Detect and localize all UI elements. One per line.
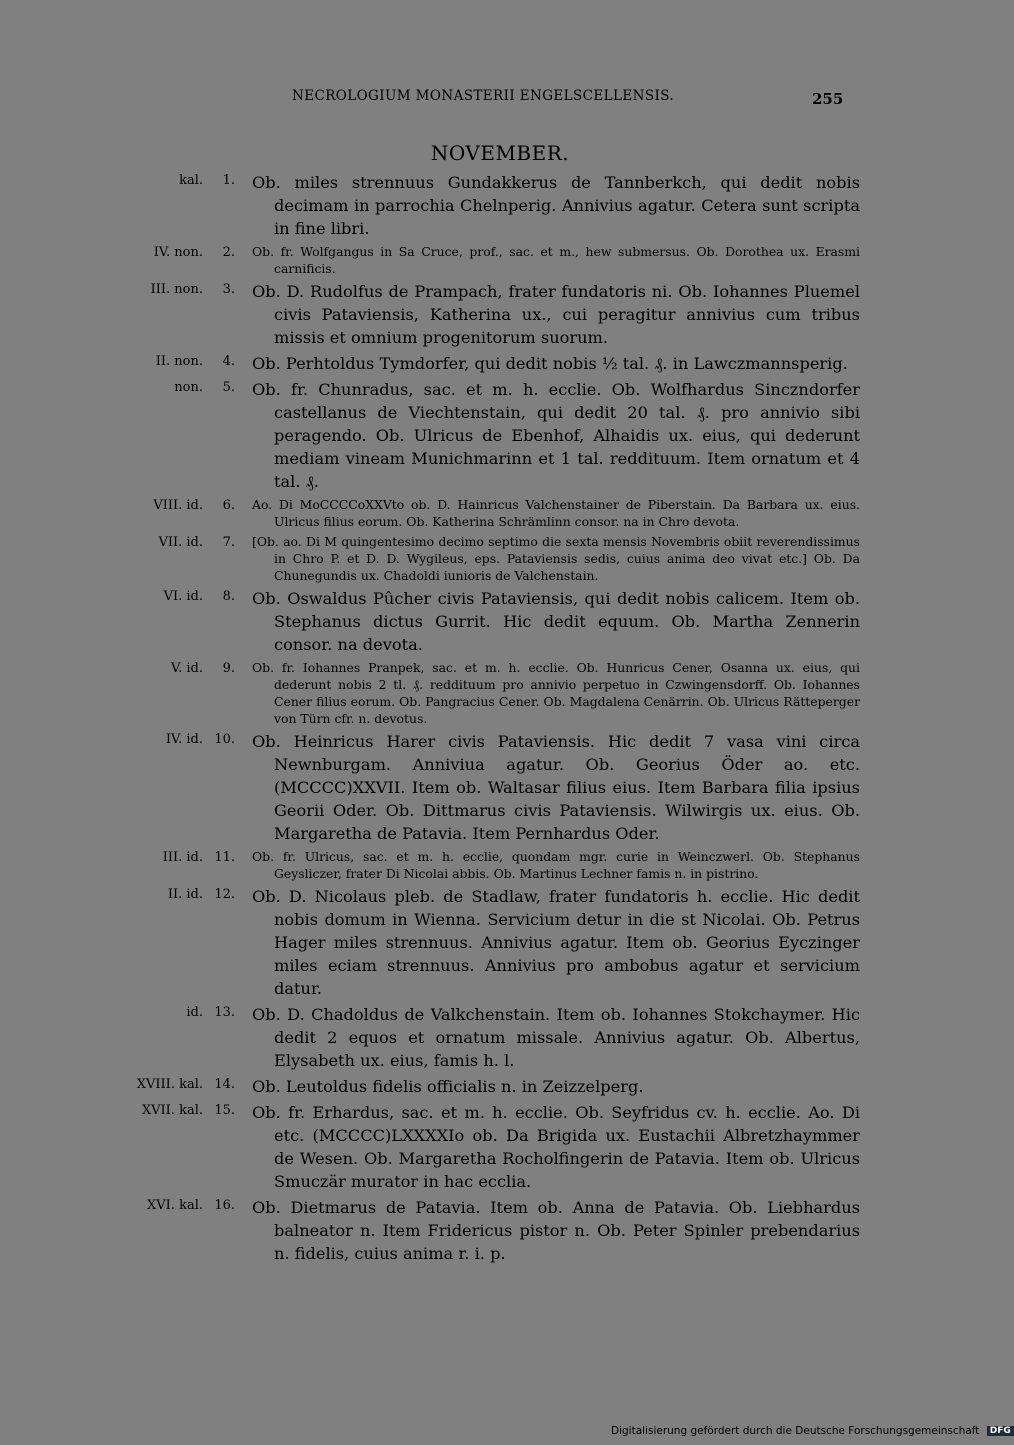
- entry-text: Ob. Perhtoldus Tymdorfer, qui dedit nobis ½ tal. ₰. in Lawczmannsperig.: [252, 354, 848, 373]
- entry-text: Ob. D. Chadoldus de Valkchenstain. Item ob. Iohannes Stokchaymer. Hic dedit 2 equos et ornatum missale. Annivius agatur. Ob. Albertus, Elysabeth ux. eius, famis h. l.: [252, 1005, 860, 1070]
- entry-text: Ob. miles strennuus Gundakkerus de Tannberkch, qui dedit nobis decimam in parrochia Chelnperig. Annivius agatur. Cetera sunt scripta in fine libri.: [252, 173, 860, 238]
- entry-date: XVIII. kal.: [136, 1077, 203, 1092]
- entry-text: Ob. Dietmarus de Patavia. Item ob. Anna de Patavia. Ob. Liebhardus balneator n. Item Fridericus pistor n. Ob. Peter Spinler prebendarius n. fidelis, cuius anima r. i. p.: [252, 1198, 860, 1263]
- entry-date: II. non.: [155, 354, 203, 369]
- entry: [0, 848, 1000, 882]
- entry-date: III. id.: [162, 850, 203, 865]
- dfg-logo: DFG: [987, 1426, 1014, 1436]
- entry-date: II. id.: [167, 887, 203, 902]
- entry-text: Ob. Heinricus Harer civis Pataviensis. Hic dedit 7 vasa vini circa Newnburgam. Anniviua agatur. Ob. Georius Öder ao. etc. (MCCCC)XXVII. Item ob. Waltasar filius eius. Item Barbara filia ipsius Georii Oder. Ob. Dittmarus civis Pataviensis. Wilwirgis ux. eius. Ob. Margaretha de Patavia. Item Pernhardus Oder.: [252, 732, 860, 843]
- entry-date: IV. id.: [165, 732, 203, 747]
- entry-text: Ob. fr. Iohannes Pranpek, sac. et m. h. ecclie. Ob. Hunricus Cener, Osanna ux. eius, qui dederunt nobis 2 tl. ₰. reddituum pro annivio perpetuo in Czwingensdorff. Ob. Iohannes Cener filius eorum. Ob. Pangracius Cener. Ob. Magdalena Cenärrin. Ob. Ulricus Rätteperger von Türn cfr. n. devotus.: [252, 660, 860, 726]
- entry-date: XVI. kal.: [147, 1198, 203, 1213]
- entry-date: V. id.: [171, 661, 203, 676]
- entry-date: VIII. id.: [153, 498, 203, 513]
- entry: [0, 496, 1000, 530]
- entry: [0, 1101, 1000, 1193]
- entry-number: 15.: [214, 1103, 235, 1118]
- entry-number: 3.: [222, 282, 235, 297]
- entry: [0, 885, 1000, 1000]
- entry-text: Ob. D. Nicolaus pleb. de Stadlaw, frater fundatoris h. ecclie. Hic dedit nobis domum in Wienna. Servicium detur in die st Nicolai. Ob. Petrus Hager miles strennuus. Annivius agatur. Item ob. Georius Eyczinger miles eciam strennuus. Annivius pro ambobus agatur et servicium datur.: [252, 887, 860, 998]
- entry-date: kal.: [179, 173, 203, 188]
- entry: [0, 659, 1000, 727]
- entry-number: 10.: [214, 732, 235, 747]
- entry: [0, 1196, 1000, 1265]
- entry-date: non.: [174, 380, 203, 395]
- credit-text: Digitalisierung gefördert durch die Deutsche Forschungsgemeinschaft: [611, 1425, 980, 1437]
- entry: [0, 1075, 1000, 1098]
- page-number: 255: [812, 90, 844, 108]
- entry-text: Ao. Di MoCCCCoXXVto ob. D. Hainricus Valchenstainer de Piberstain. Da Barbara ux. eius. Ulricus filius eorum. Ob. Katherina Schrämlinn consor. na in Chro devota.: [252, 497, 860, 529]
- entry: [0, 730, 1000, 845]
- entry: [0, 533, 1000, 584]
- entry-number: 2.: [222, 245, 235, 260]
- entry-number: 4.: [222, 354, 235, 369]
- entry-text: Ob. Leutoldus fidelis officialis n. in Zeizzelperg.: [252, 1077, 644, 1096]
- entry: [0, 378, 1000, 493]
- entry: [0, 243, 1000, 277]
- entry-date: IV. non.: [153, 245, 203, 260]
- entry: [0, 587, 1000, 656]
- entry-date: id.: [186, 1005, 203, 1020]
- entry-date: VII. id.: [158, 535, 203, 550]
- entry-text: Ob. fr. Chunradus, sac. et m. h. ecclie. Ob. Wolfhardus Sinczndorfer castellanus de Viechtenstain, qui dedit 20 tal. ₰. pro annivio sibi peragendo. Ob. Ulricus de Ebenhof, Alhaidis ux. eius, qui dederunt mediam vineam Munichmarinn et 1 tal. reddituum. Item ornatum et 4 tal. ₰.: [252, 380, 860, 491]
- entry-number: 1.: [222, 173, 235, 188]
- entry-number: 5.: [222, 380, 235, 395]
- necrology-entries: [0, 171, 1000, 1268]
- entry-date: VI. id.: [163, 589, 203, 604]
- entry: [0, 1003, 1000, 1072]
- entry: [0, 280, 1000, 349]
- entry-text: Ob. D. Rudolfus de Prampach, frater fundatoris ni. Ob. Iohannes Pluemel civis Pataviensis, Katherina ux., cui peragitur annivius cum tribus missis et omnium progenitorum suorum.: [252, 282, 860, 347]
- entry-number: 6.: [222, 498, 235, 513]
- entry-date: XVII. kal.: [141, 1103, 203, 1118]
- page-header: [0, 88, 1000, 112]
- entry: [0, 352, 1000, 375]
- entry-text: [Ob. ao. Di M quingentesimo decimo septimo die sexta mensis Novembris obiit reverendissimus in Chro P. et D. D. Wygileus, eps. Pataviensis sedis, cuius anima deo vivat etc.] Ob. Da Chunegundis ux. Chadoldi iunioris de Valchenstain.: [252, 534, 860, 583]
- entry-text: Ob. fr. Wolfgangus in Sa Cruce, prof., sac. et m., hew submersus. Ob. Dorothea ux. Erasmi carnificis.: [252, 244, 860, 276]
- entry: [0, 171, 1000, 240]
- entry-number: 14.: [214, 1077, 235, 1092]
- entry-number: 12.: [214, 887, 235, 902]
- entry-number: 7.: [222, 535, 235, 550]
- running-title: NECROLOGIUM MONASTERII ENGELSCELLENSIS.: [292, 88, 675, 104]
- entry-text: Ob. fr. Erhardus, sac. et m. h. ecclie. Ob. Seyfridus cv. h. ecclie. Ao. Di etc. (MCCCC)LXXXXIo ob. Da Brigida ux. Eustachii Albretzhaymmer de Wesen. Ob. Margaretha Rocholfingerin de Patavia. Item ob. Ulricus Smuczär murator in hac ecclia.: [252, 1103, 860, 1191]
- entry-text: Ob. fr. Ulricus, sac. et m. h. ecclie, quondam mgr. curie in Weinczwerl. Ob. Stephanus Geysliczer, frater Di Nicolai abbis. Ob. Martinus Lechner famis n. in pistrino.: [252, 849, 860, 881]
- entry-number: 11.: [214, 850, 235, 865]
- entry-text: Ob. Oswaldus Pûcher civis Pataviensis, qui dedit nobis calicem. Item ob. Stephanus dictus Gurrit. Hic dedit equum. Ob. Martha Zennerin consor. na devota.: [252, 589, 860, 654]
- digitization-credit: [611, 1425, 1011, 1441]
- month-title: NOVEMBER.: [430, 141, 570, 165]
- entry-number: 13.: [214, 1005, 235, 1020]
- entry-number: 16.: [214, 1198, 235, 1213]
- entry-date: III. non.: [150, 282, 203, 297]
- entry-number: 9.: [222, 661, 235, 676]
- entry-number: 8.: [222, 589, 235, 604]
